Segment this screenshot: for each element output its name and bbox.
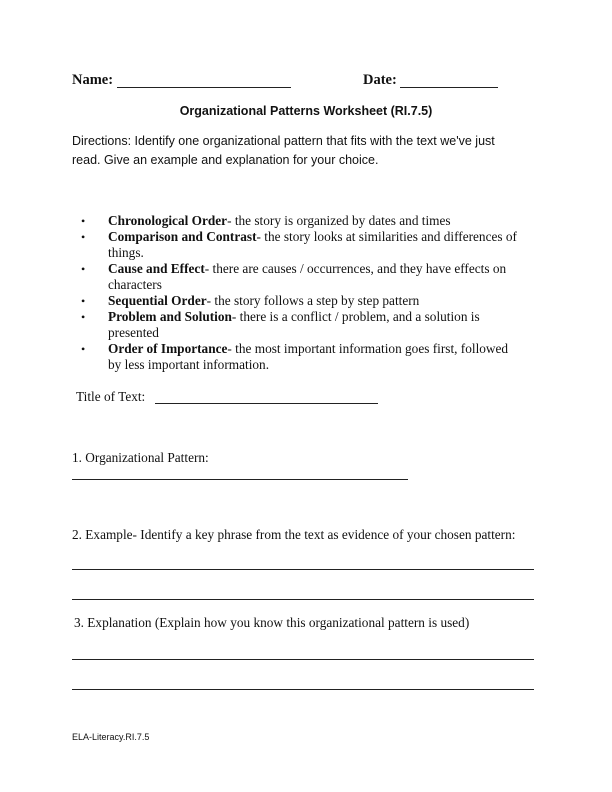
pattern-description-cont: characters (108, 277, 162, 292)
list-item (73, 293, 553, 309)
list-item (73, 341, 553, 373)
answer-line[interactable] (72, 479, 408, 480)
pattern-description: - the story looks at similarities and differences of (256, 229, 517, 244)
pattern-description: - the most important information goes first, followed (227, 341, 509, 356)
answer-line[interactable] (72, 599, 534, 600)
pattern-description-cont: presented (108, 325, 159, 340)
list-item (73, 309, 553, 341)
pattern-description: - there is a conflict / problem, and a solution is (231, 309, 480, 324)
pattern-description-cont: things. (108, 245, 144, 260)
bullet-icon: • (81, 342, 86, 356)
question-2-label: 2. Example- Identify a key phrase from the text as evidence of your chosen pattern: (72, 527, 516, 542)
pattern-description-cont: by less important information. (108, 357, 270, 372)
pattern-list (73, 213, 553, 373)
list-item (73, 213, 553, 229)
title-of-text-label: Title of Text: (76, 389, 146, 404)
date-label: Date: (363, 72, 397, 88)
worksheet-title: Organizational Patterns Worksheet (RI.7.5) (179, 104, 433, 118)
question-3-label: 3. Explanation (Explain how you know this organizational pattern is used) (74, 615, 470, 630)
name-label: Name: (72, 72, 114, 88)
question-1-label: 1. Organizational Pattern: (72, 450, 209, 465)
directions-line-2: read. Give an example and explanation for your choice. (72, 153, 379, 167)
pattern-term: Order of Importance (108, 341, 228, 356)
directions (72, 132, 495, 170)
answer-line[interactable] (72, 659, 534, 660)
answer-line[interactable] (72, 689, 534, 690)
title-of-text-line[interactable] (155, 403, 378, 404)
answer-line[interactable] (72, 569, 534, 570)
pattern-term: Problem and Solution (108, 309, 232, 324)
bullet-icon: • (81, 214, 86, 228)
name-field-line[interactable] (117, 87, 291, 88)
list-item (73, 229, 553, 261)
directions-line-1: Directions: Identify one organizational pattern that fits with the text we've just (72, 134, 495, 148)
pattern-term: Cause and Effect (108, 261, 205, 276)
bullet-icon: • (81, 310, 86, 324)
footer-standard: ELA-Literacy.RI.7.5 (72, 732, 150, 742)
pattern-term: Chronological Order (108, 213, 228, 228)
pattern-term: Comparison and Contrast (108, 229, 257, 244)
bullet-icon: • (81, 294, 86, 308)
pattern-description: - the story follows a step by step pattern (206, 293, 420, 308)
date-field-line[interactable] (400, 87, 498, 88)
bullet-icon: • (81, 230, 86, 244)
bullet-icon: • (81, 262, 86, 276)
pattern-description: - the story is organized by dates and times (227, 213, 451, 228)
list-item (73, 261, 553, 293)
pattern-term: Sequential Order (108, 293, 207, 308)
pattern-description: - there are causes / occurrences, and they have effects on (204, 261, 507, 276)
